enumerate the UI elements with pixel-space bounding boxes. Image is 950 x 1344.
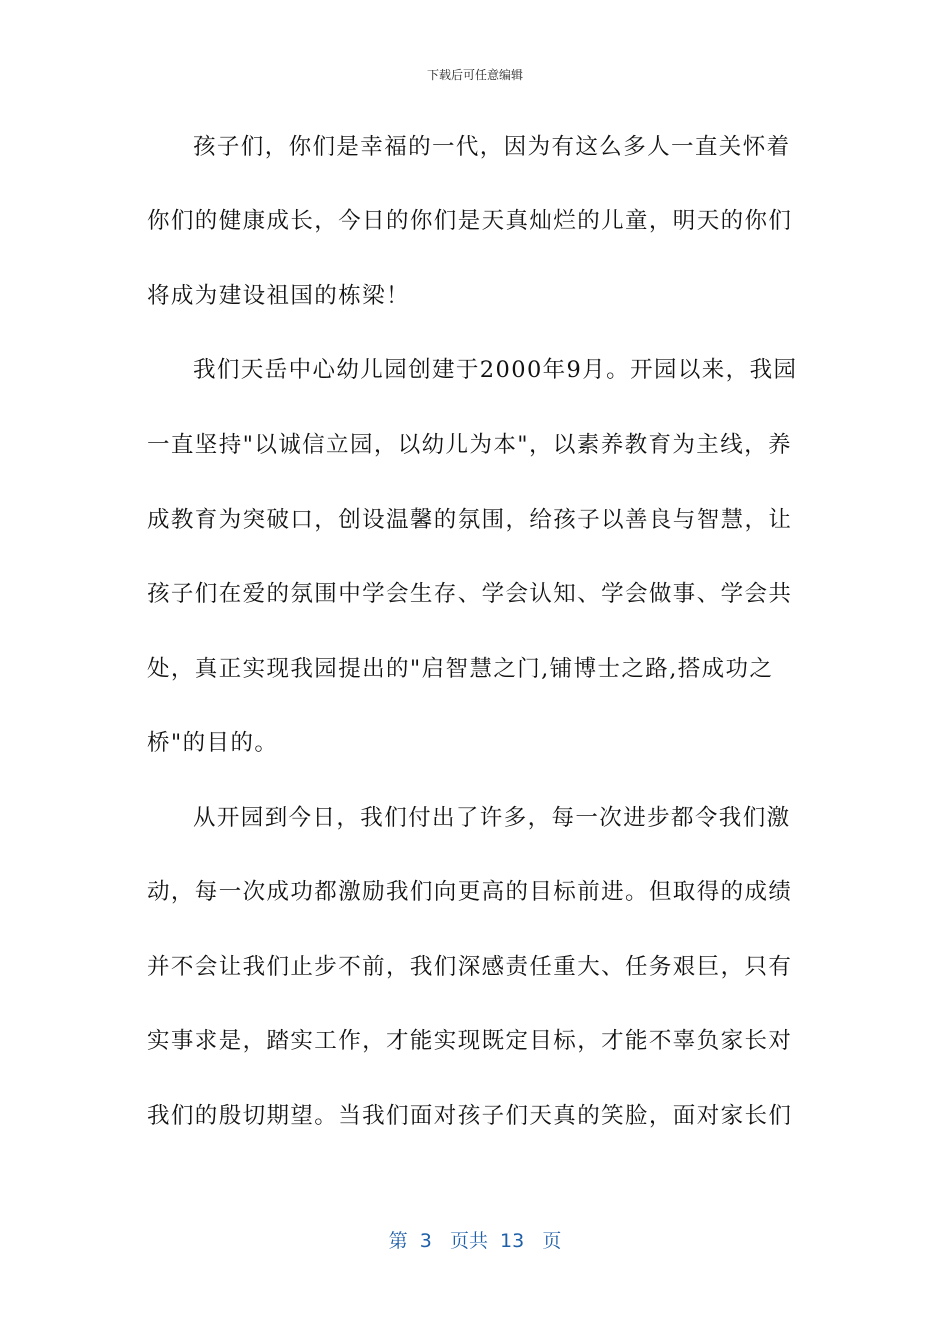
text-line: 一直坚持"以诚信立园，以幼儿为本"，以素养教育为主线，养 (147, 432, 792, 458)
text-line: 孩子们，你们是幸福的一代，因为有这么多人一直关怀着 (193, 134, 791, 160)
footer-suffix: 页 (542, 1230, 562, 1252)
text-line: 桥"的目的。 (147, 730, 279, 756)
text-line: 实事求是，踏实工作，才能实现既定目标，才能不辜负家长对 (147, 1028, 793, 1054)
text-line: 成教育为突破口，创设温馨的氛围，给孩子以善良与智慧，让 (147, 507, 793, 533)
text-line: 从开园到今日，我们付出了许多，每一次进步都令我们激 (193, 805, 791, 831)
footer-prefix: 第 (388, 1230, 408, 1252)
text-line: 并不会让我们止步不前，我们深感责任重大、任务艰巨，只有 (147, 954, 793, 980)
text-line: 你们的健康成长，今日的你们是天真灿烂的儿童，明天的你们 (147, 208, 793, 234)
text-line: 处，真正实现我园提出的"启智慧之门,铺博士之路,搭成功之 (147, 656, 774, 682)
footer-middle: 页共 (449, 1230, 488, 1252)
page-header: 下载后可任意编辑 (426, 68, 523, 82)
footer-page-number: 3 (419, 1230, 432, 1252)
text-line: 将成为建设祖国的栋梁！ (147, 283, 410, 309)
text-line: 我们的殷切期望。当我们面对孩子们天真的笑脸，面对家长们 (147, 1103, 793, 1129)
text-line: 我们天岳中心幼儿园创建于2000年9月。开园以来，我园 (193, 357, 798, 383)
page-footer (0, 1226, 950, 1253)
footer-total-pages: 13 (500, 1230, 525, 1252)
text-line: 孩子们在爱的氛围中学会生存、学会认知、学会做事、学会共 (147, 581, 793, 607)
text-line: 动，每一次成功都激励我们向更高的目标前进。但取得的成绩 (147, 879, 793, 905)
